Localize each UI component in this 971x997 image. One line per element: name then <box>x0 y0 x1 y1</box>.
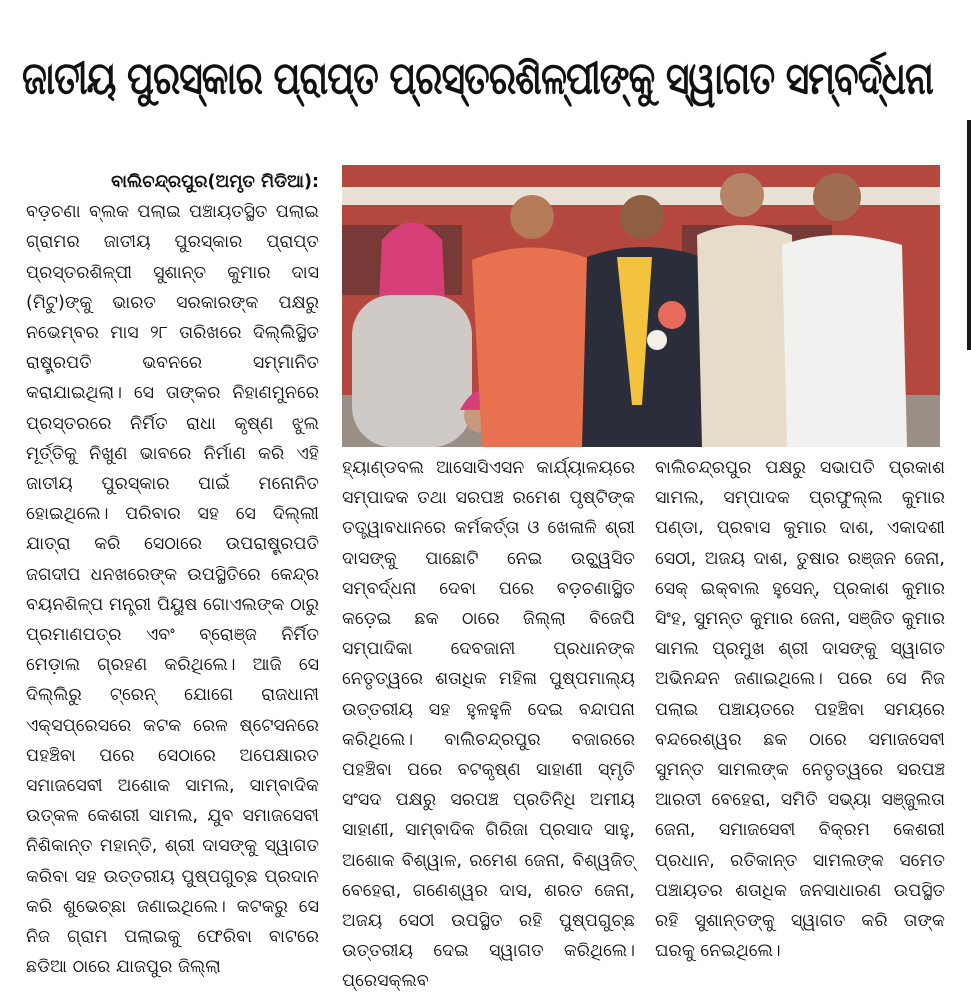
news-photo <box>342 165 940 447</box>
article-column-1 <box>26 167 319 982</box>
page-edge-mark <box>967 120 971 350</box>
column-3-text: ବାଲିଚନ୍ଦ୍ରପୁର ପକ୍ଷରୁ ସଭାପତି ପ୍ରକାଶ ସାମଲ, ସମ୍ପାଦକ ପ୍ରଫୁଲ୍ଲ କୁମାର ପଣ୍ଡା, ପ୍ରବାସ କୁମାର ଦାଶ, ଏକାଦଶୀ ସେଠୀ, ଅଜୟ ଦାଶ, ତୁଷାର ରଞ୍ଜନ ଜେନା, ସେକ୍ ଇକ୍‌ବାଲ ହୁସେନ୍, ପ୍ରକାଶ କୁମାର ସିଂହ, ସୁମନ୍ତ କୁମାର ଜେନା, ସଞ୍ଜିତ କୁମାର ସାମଲ ପ୍ରମୁଖ ଶ୍ରୀ ଦାସଙ୍କୁ ସ୍ୱାଗତ ଅଭିନନ୍ଦନ ଜଣାଇଥିଲେ। ପରେ ସେ ନିଜ ପଲାଇ ପଞ୍ଚାୟତରେ ପହଞ୍ଚିବା ସମୟରେ ବନ୍ଦରେଶ୍ୱର ଛକ ଠାରେ ସମାଜସେବୀ ସୁମନ୍ତ ସାମଲଙ୍କ ନେତୃତ୍ୱରେ ସରପଞ୍ଚ ଆରତୀ ବେହେରା, ସମିତି ସଭ୍ୟା ସଞ୍ଜୁଲତା ଜେନା, ସମାଜସେବୀ ବିକ୍ରମ କେଶରୀ ପ୍ରଧାନ, ରତିକାନ୍ତ ସାମଲଙ୍କ ସମେତ ପଞ୍ଚାୟତର ଶତାଧିକ ଜନସାଧାରଣ ଉପସ୍ଥିତ ରହି ସୁଶାନ୍ତଙ୍କୁ ସ୍ୱାଗତ କରି ତାଙ୍କ ଘରକୁ ନେଇଥିଲେ। <box>655 458 945 962</box>
photo-illustration <box>342 165 940 447</box>
article-column-3 <box>655 453 945 966</box>
column-1-text: ବଡ଼ଚଣା ବ୍ଲକ ପଲାଇ ପଞ୍ଚାୟତସ୍ଥିତ ପଲାଇ ଗ୍ରାମର ଜାତୀୟ ପୁରସ୍କାର ପ୍ରାପ୍ତ ପ୍ରସ୍ତରଶିଳ୍ପୀ ସୁଶାନ୍ତ କୁମାର ଦାସ (ମିଟୁ)ଙ୍କୁ ଭାରତ ସରକାରଙ୍କ ପକ୍ଷରୁ ନଭେମ୍ବର ମାସ ୨୮ ତାରିଖରେ ଦିଲ୍ଲିସ୍ଥିତ ରାଷ୍ଟ୍ରପତି ଭବନରେ ସମ୍ମାନିତ କରାଯାଇଥିଲା। ସେ ତାଙ୍କର ନିହାଣମୁନରେ ପ୍ରସ୍ତରରେ ନିର୍ମିତ ରାଧା କୃଷ୍ଣ ଝୁଲ ମୂର୍ତ୍ତିକୁ ନିଖୁଣ ଭାବରେ ନିର୍ମାଣ କରି ଏହି ଜାତୀୟ ପୁରସ୍କାର ପାଇଁ ମନୋନିତ ହୋଇଥିଲେ। ପରିବାର ସହ ସେ ଦିଲ୍ଲୀ ଯାତ୍ରା କରି ସେଠାରେ ଉପରାଷ୍ଟ୍ରପତି ଜଗଦୀପ ଧନଖରେଙ୍କ ଉପସ୍ଥିତିରେ କେନ୍ଦ୍ର ବୟନଶିଳ୍ପ ମନ୍ତ୍ରୀ ପିୟୁଷ ଗୋଏଲଙ୍କ ଠାରୁ ପ୍ରମାଣପତ୍ର ଏବଂ ବ୍ରୋଞ୍ଜ ନିର୍ମିତ ମେଡ଼ାଲ ଗ୍ରହଣ କରିଥିଲେ। ଆଜି ସେ ଦିଲ୍ଲିରୁ ଟ୍ରେନ୍ ଯୋଗେ ରାଜଧାନୀ ଏକ୍ସପ୍ରେସରେ କଟକ ରେଳ ଷ୍ଟେସନରେ ପହଞ୍ଚିବା ପରେ ସେଠାରେ ଅପେକ୍ଷାରତ ସମାଜସେବୀ ଅଶୋକ ସାମଲ, ସାମ୍ବାଦିକ ଉତ୍କଳ କେଶରୀ ସାମଲ, ଯୁବ ସମାଜସେବୀ ନିଶିକାନ୍ତ ମହାନ୍ତି, ଶ୍ରୀ ଦାସଙ୍କୁ ସ୍ୱାଗତ କରିବା ସହ ଉତ୍ତରୀୟ ପୁଷ୍ପଗୁଚ୍ଛ ପ୍ରଦାନ କରି ଶୁଭେଚ୍ଛା ଜଣାଇଥିଲେ। କଟକରୁ ସେ ନିଜ ଗ୍ରାମ ପଲାଇକୁ ଫେରିବା ବାଟରେ ଛଡିଆ ଠାରେ ଯାଜପୁର ଜିଲ୍ଲା <box>26 202 319 978</box>
headline: ଜାତୀୟ ପୁରସ୍କାର ପ୍ରାପ୍ତ ପ୍ରସ୍ତରଶିଳ୍ପୀଙ୍କୁ ସ୍ୱାଗତ ସମ୍ବର୍ଦ୍ଧନା <box>22 52 933 105</box>
dateline: ବାଲିଚନ୍ଦ୍ରପୁର(ଅମୃତ ମିଡିଆ): <box>111 172 319 192</box>
column-2-text: ହ୍ୟାଣ୍ଡବଲ ଆସୋସିଏସନ କାର୍ଯ୍ୟାଳୟରେ ସମ୍ପାଦକ ତଥା ସରପଞ୍ଚ ରମେଶ ପୃଷ୍ଟିଙ୍କ ତତ୍ତ୍ୱାବଧାନରେ କର୍ମକର୍ତ୍ତା ଓ ଖେଳାଳି ଶ୍ରୀ ଦାସଙ୍କୁ ପାଛୋଟି ନେଇ ଉଚ୍ଛ୍ୱସିତ ସମ୍ବର୍ଦ୍ଧନା ଦେବା ପରେ ବଡ଼ଚଣାସ୍ଥିତ କଡ଼େଇ ଛକ ଠାରେ ଜିଲ୍ଲା ବିଜେପି ସମ୍ପାଦିକା ଦେବଜାନୀ ପ୍ରଧାନଙ୍କ ନେତୃତ୍ୱରେ ଶତାଧିକ ମହିଳା ପୁଷ୍ପମାଲ୍ୟ ଉତ୍ତରୀୟ ସହ ହୁଳହୁଳି ଦେଇ ବନ୍ଦାପନା କରିଥିଲେ। ବାଲିଚନ୍ଦ୍ରପୁର ବଜାରରେ ପହଞ୍ଚିବା ପରେ ବଟକୃଷ୍ଣ ସାହାଣୀ ସ୍ମୃତି ସଂସଦ ପକ୍ଷରୁ ସରପଞ୍ଚ ପ୍ରତିନିଧି ଅମୀୟ ସାହାଣୀ, ସାମ୍ବାଦିକ ଗିରିଜା ପ୍ରସାଦ ସାହୁ, ଅଶୋକ ବିଶ୍ୱାଳ, ରମେଶ ଜେନା, ବିଶ୍ୱଜିତ୍ ବେହେରା, ଗଣେଶ୍ୱର ଦାସ, ଶରତ ଜେନା, ଅଜୟ ସେଠୀ ଉପସ୍ଥିତ ରହି ପୁଷ୍ପଗୁଚ୍ଛ ଉତ୍ତରୀୟ ଦେଇ ସ୍ୱାଗତ କରିଥିଲେ। ପ୍ରେସକ୍ଲବ <box>342 458 635 992</box>
article-column-2 <box>342 453 635 997</box>
